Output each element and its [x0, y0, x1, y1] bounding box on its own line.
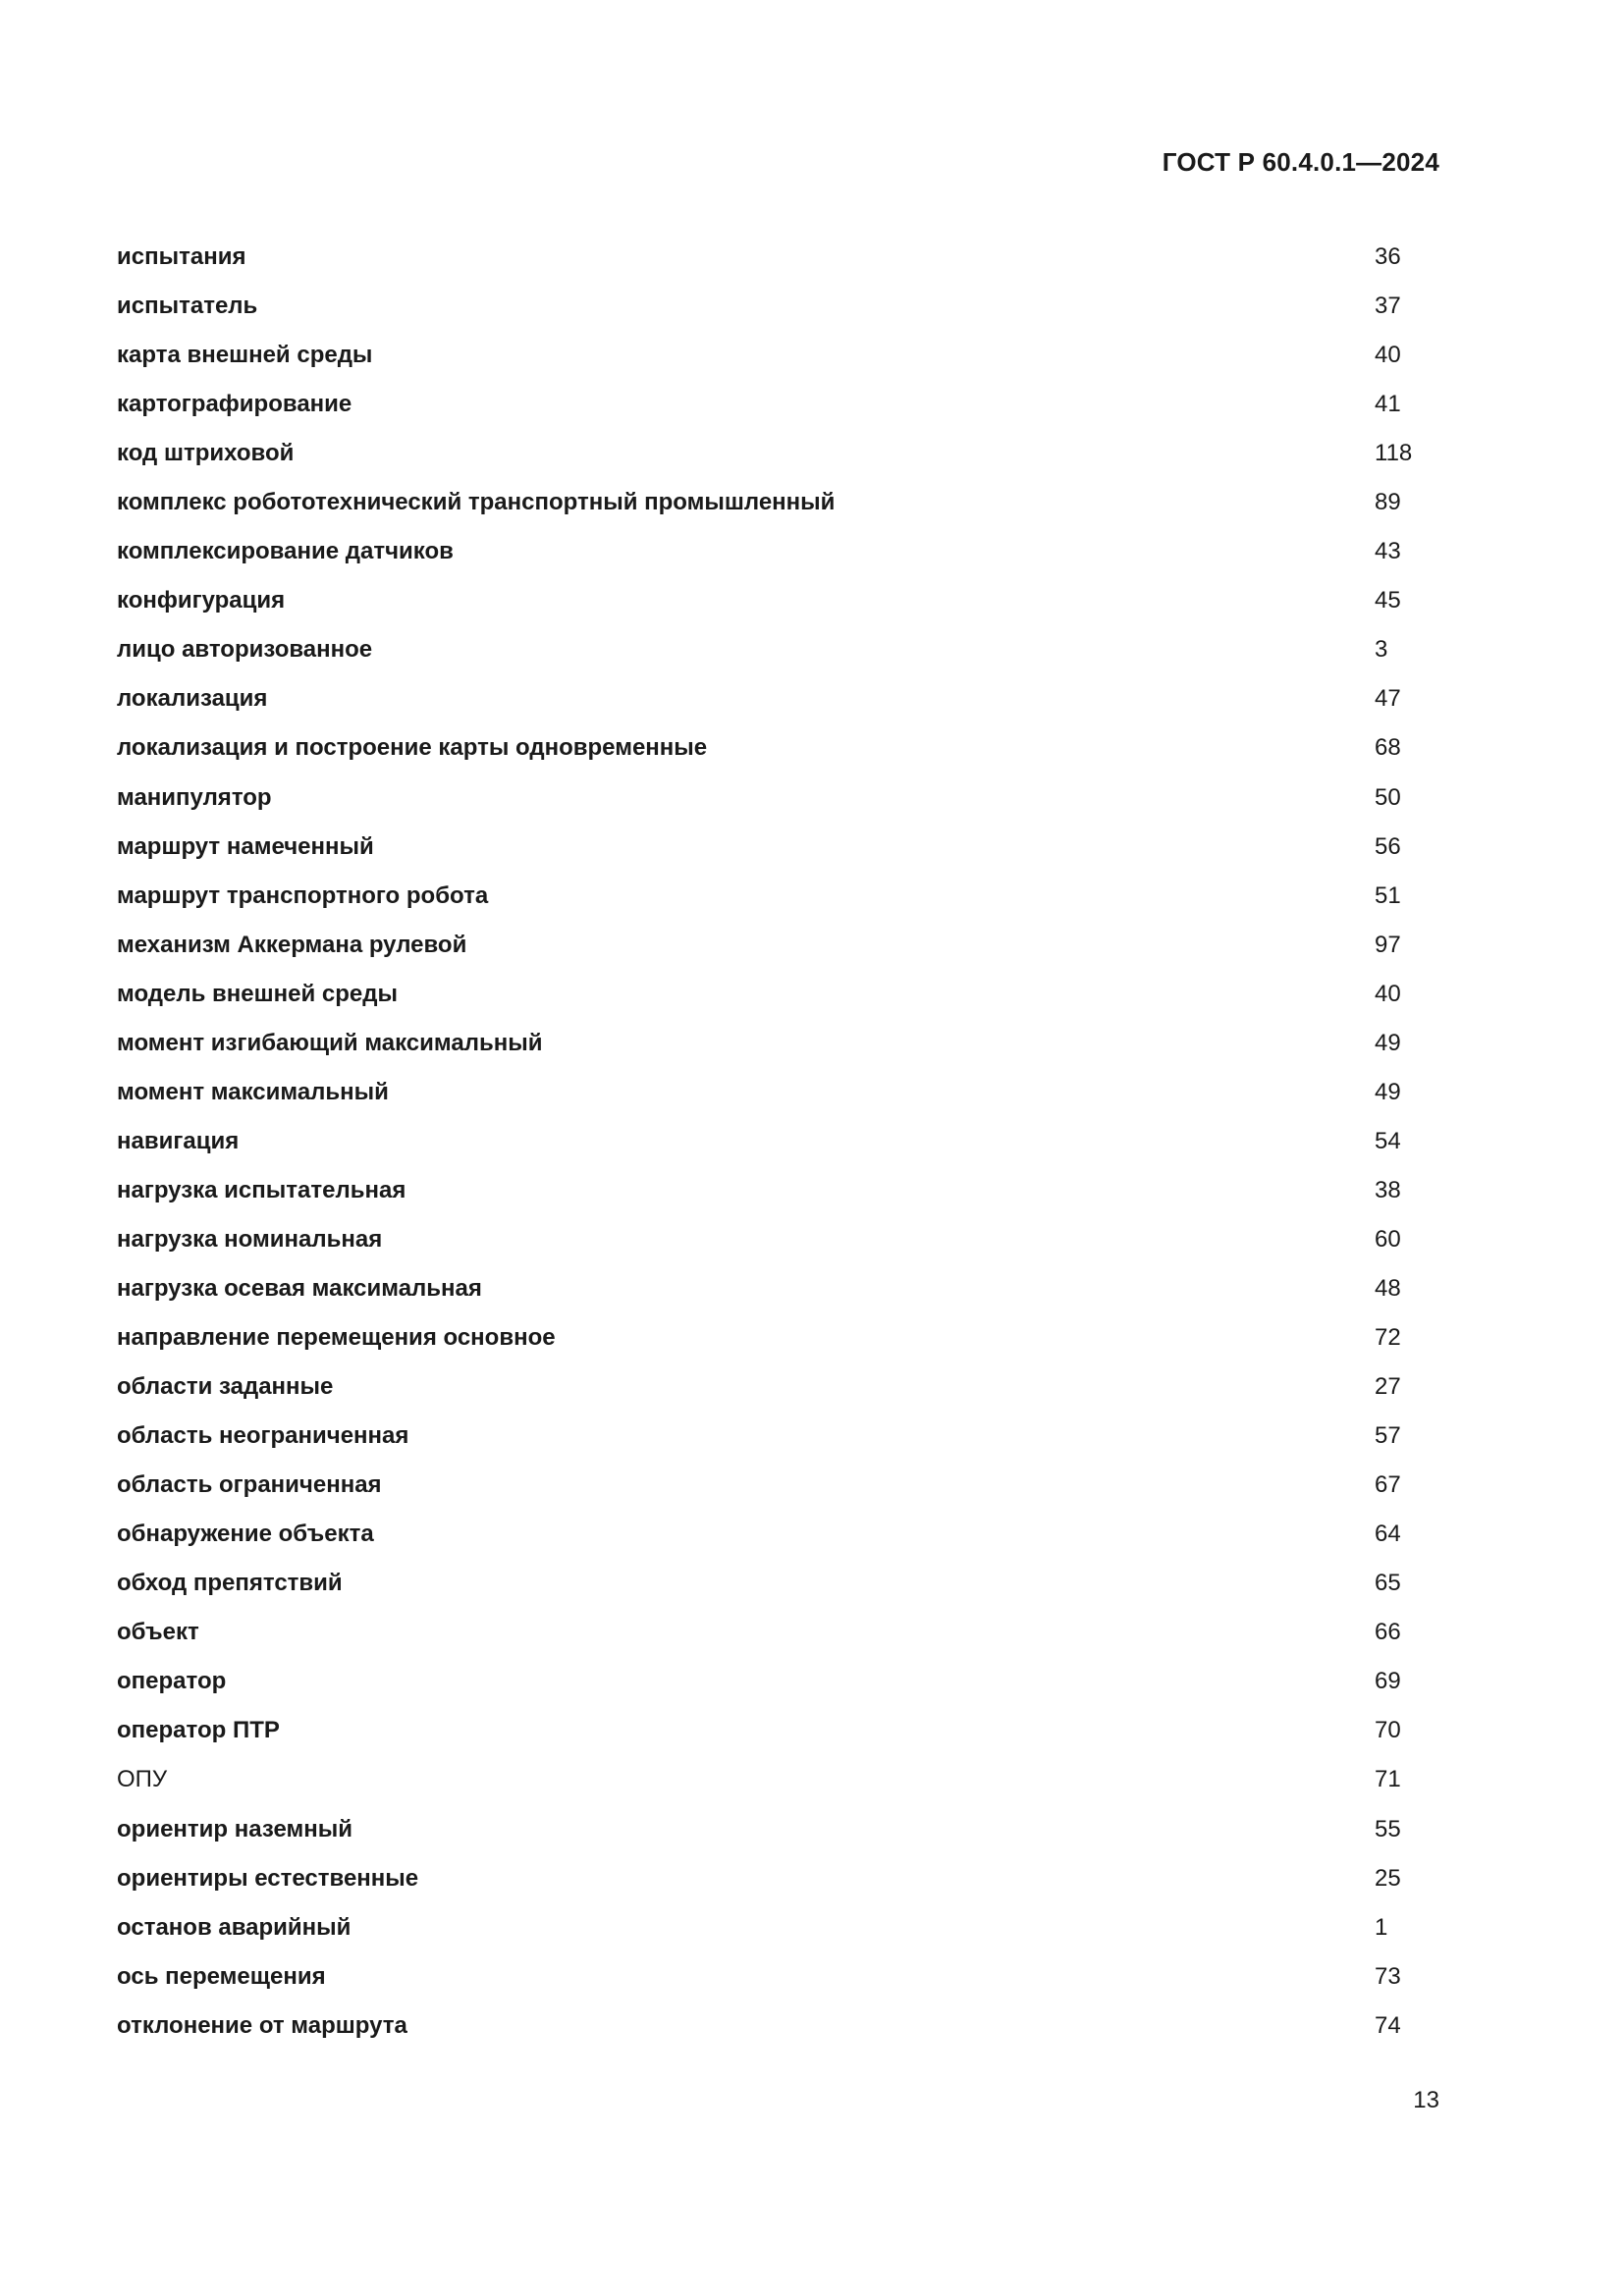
index-entry — [117, 1666, 1452, 1715]
index-term: навигация — [117, 1127, 240, 1154]
index-term-number: 72 — [1375, 1324, 1401, 1352]
index-term: ось перемещения — [117, 1962, 326, 1990]
index-term: оператор — [117, 1668, 227, 1695]
index-term-number: 1 — [1375, 1913, 1388, 1941]
index-term-number: 74 — [1375, 2011, 1401, 2039]
index-term: обнаружение объекта — [117, 1521, 374, 1548]
index-term: отклонение от маршрута — [117, 2011, 407, 2039]
index-term-number: 97 — [1375, 931, 1401, 958]
index-entry — [117, 1028, 1452, 1077]
index-term: маршрут транспортного робота — [117, 881, 489, 909]
index-term-number: 47 — [1375, 685, 1401, 713]
index-term: конфигурация — [117, 587, 286, 614]
index-term-number: 37 — [1375, 293, 1401, 320]
index-term-number: 50 — [1375, 783, 1401, 811]
index-entry — [117, 930, 1452, 979]
index-term-number: 51 — [1375, 881, 1401, 909]
index-term: код штриховой — [117, 440, 295, 467]
alphabetical-term-index — [117, 241, 1452, 2059]
index-term: нагрузка осевая максимальная — [117, 1274, 482, 1302]
index-term-number: 68 — [1375, 734, 1401, 762]
index-entry — [117, 683, 1452, 732]
index-entry — [117, 1617, 1452, 1666]
index-term: область неограниченная — [117, 1422, 409, 1450]
index-term-number: 25 — [1375, 1864, 1401, 1892]
index-term-number: 54 — [1375, 1127, 1401, 1154]
index-entry — [117, 1224, 1452, 1273]
index-entry — [117, 1175, 1452, 1224]
index-entry — [117, 1568, 1452, 1617]
index-term-number: 41 — [1375, 391, 1401, 418]
index-entry — [117, 1077, 1452, 1126]
index-term: направление перемещения основное — [117, 1324, 556, 1352]
index-entry — [117, 1912, 1452, 1961]
index-term-number: 45 — [1375, 587, 1401, 614]
index-term-number: 71 — [1375, 1766, 1401, 1793]
index-term: момент максимальный — [117, 1078, 389, 1105]
index-term: маршрут намеченный — [117, 832, 374, 860]
index-entry — [117, 585, 1452, 634]
index-entry — [117, 487, 1452, 536]
index-term: момент изгибающий максимальный — [117, 1029, 543, 1056]
index-term: комплексирование датчиков — [117, 538, 454, 565]
index-entry — [117, 634, 1452, 683]
index-term-number: 64 — [1375, 1521, 1401, 1548]
index-term-number: 38 — [1375, 1176, 1401, 1203]
index-entry — [117, 1322, 1452, 1371]
index-entry — [117, 1273, 1452, 1322]
index-term-number: 36 — [1375, 243, 1401, 270]
index-entry — [117, 881, 1452, 930]
index-term: локализация и построение карты одновременные — [117, 734, 708, 762]
index-term: ОПУ — [117, 1766, 168, 1793]
index-term-number: 70 — [1375, 1717, 1401, 1744]
index-entry — [117, 979, 1452, 1028]
index-term-number: 48 — [1375, 1274, 1401, 1302]
index-entry — [117, 831, 1452, 881]
index-entry — [117, 2010, 1452, 2059]
index-entry — [117, 1519, 1452, 1568]
index-entry — [117, 389, 1452, 438]
index-entry — [117, 1863, 1452, 1912]
index-term: объект — [117, 1619, 199, 1646]
index-term-number: 3 — [1375, 636, 1388, 664]
index-term: оператор ПТР — [117, 1717, 280, 1744]
index-term-number: 56 — [1375, 832, 1401, 860]
index-entry — [117, 1961, 1452, 2010]
index-term: испытатель — [117, 293, 258, 320]
index-term-number: 66 — [1375, 1619, 1401, 1646]
index-term: локализация — [117, 685, 268, 713]
index-term: обход препятствий — [117, 1570, 343, 1597]
index-term-number: 40 — [1375, 342, 1401, 369]
index-entry — [117, 438, 1452, 487]
index-term-number: 69 — [1375, 1668, 1401, 1695]
index-term-number: 57 — [1375, 1422, 1401, 1450]
page-number: 13 — [1413, 2087, 1439, 2113]
index-term-number: 43 — [1375, 538, 1401, 565]
index-entry — [117, 1469, 1452, 1519]
index-term-number: 67 — [1375, 1471, 1401, 1499]
index-term-number: 40 — [1375, 980, 1401, 1007]
index-term-number: 73 — [1375, 1962, 1401, 1990]
index-term-number: 118 — [1375, 440, 1413, 467]
index-term-number: 65 — [1375, 1570, 1401, 1597]
index-term: нагрузка номинальная — [117, 1225, 383, 1253]
index-term: область ограниченная — [117, 1471, 382, 1499]
index-term: останов аварийный — [117, 1913, 352, 1941]
index-term-number: 27 — [1375, 1373, 1401, 1401]
index-entry — [117, 536, 1452, 585]
index-term: модель внешней среды — [117, 980, 398, 1007]
index-term-number: 55 — [1375, 1815, 1401, 1842]
index-term: ориентир наземный — [117, 1815, 353, 1842]
index-entry — [117, 1126, 1452, 1175]
index-entry — [117, 340, 1452, 389]
index-term: манипулятор — [117, 783, 272, 811]
index-entry — [117, 782, 1452, 831]
index-entry — [117, 1420, 1452, 1469]
index-entry — [117, 1715, 1452, 1764]
index-term-number: 60 — [1375, 1225, 1401, 1253]
index-term: механизм Аккермана рулевой — [117, 931, 467, 958]
index-term-number: 49 — [1375, 1078, 1401, 1105]
index-term: испытания — [117, 243, 246, 270]
index-term: нагрузка испытательная — [117, 1176, 406, 1203]
document-standard-code: ГОСТ Р 60.4.0.1—2024 — [1162, 147, 1439, 177]
index-term: карта внешней среды — [117, 342, 373, 369]
index-entry — [117, 1764, 1452, 1813]
index-entry — [117, 291, 1452, 340]
index-term-number: 89 — [1375, 489, 1401, 516]
index-term: области заданные — [117, 1373, 334, 1401]
index-entry — [117, 732, 1452, 781]
index-term: ориентиры естественные — [117, 1864, 419, 1892]
index-term: картографирование — [117, 391, 352, 418]
index-entry — [117, 1371, 1452, 1420]
index-entry — [117, 1814, 1452, 1863]
index-term: лицо авторизованное — [117, 636, 373, 664]
index-term: комплекс робототехнический транспортный промышленный — [117, 489, 836, 516]
index-term-number: 49 — [1375, 1029, 1401, 1056]
index-entry — [117, 241, 1452, 291]
